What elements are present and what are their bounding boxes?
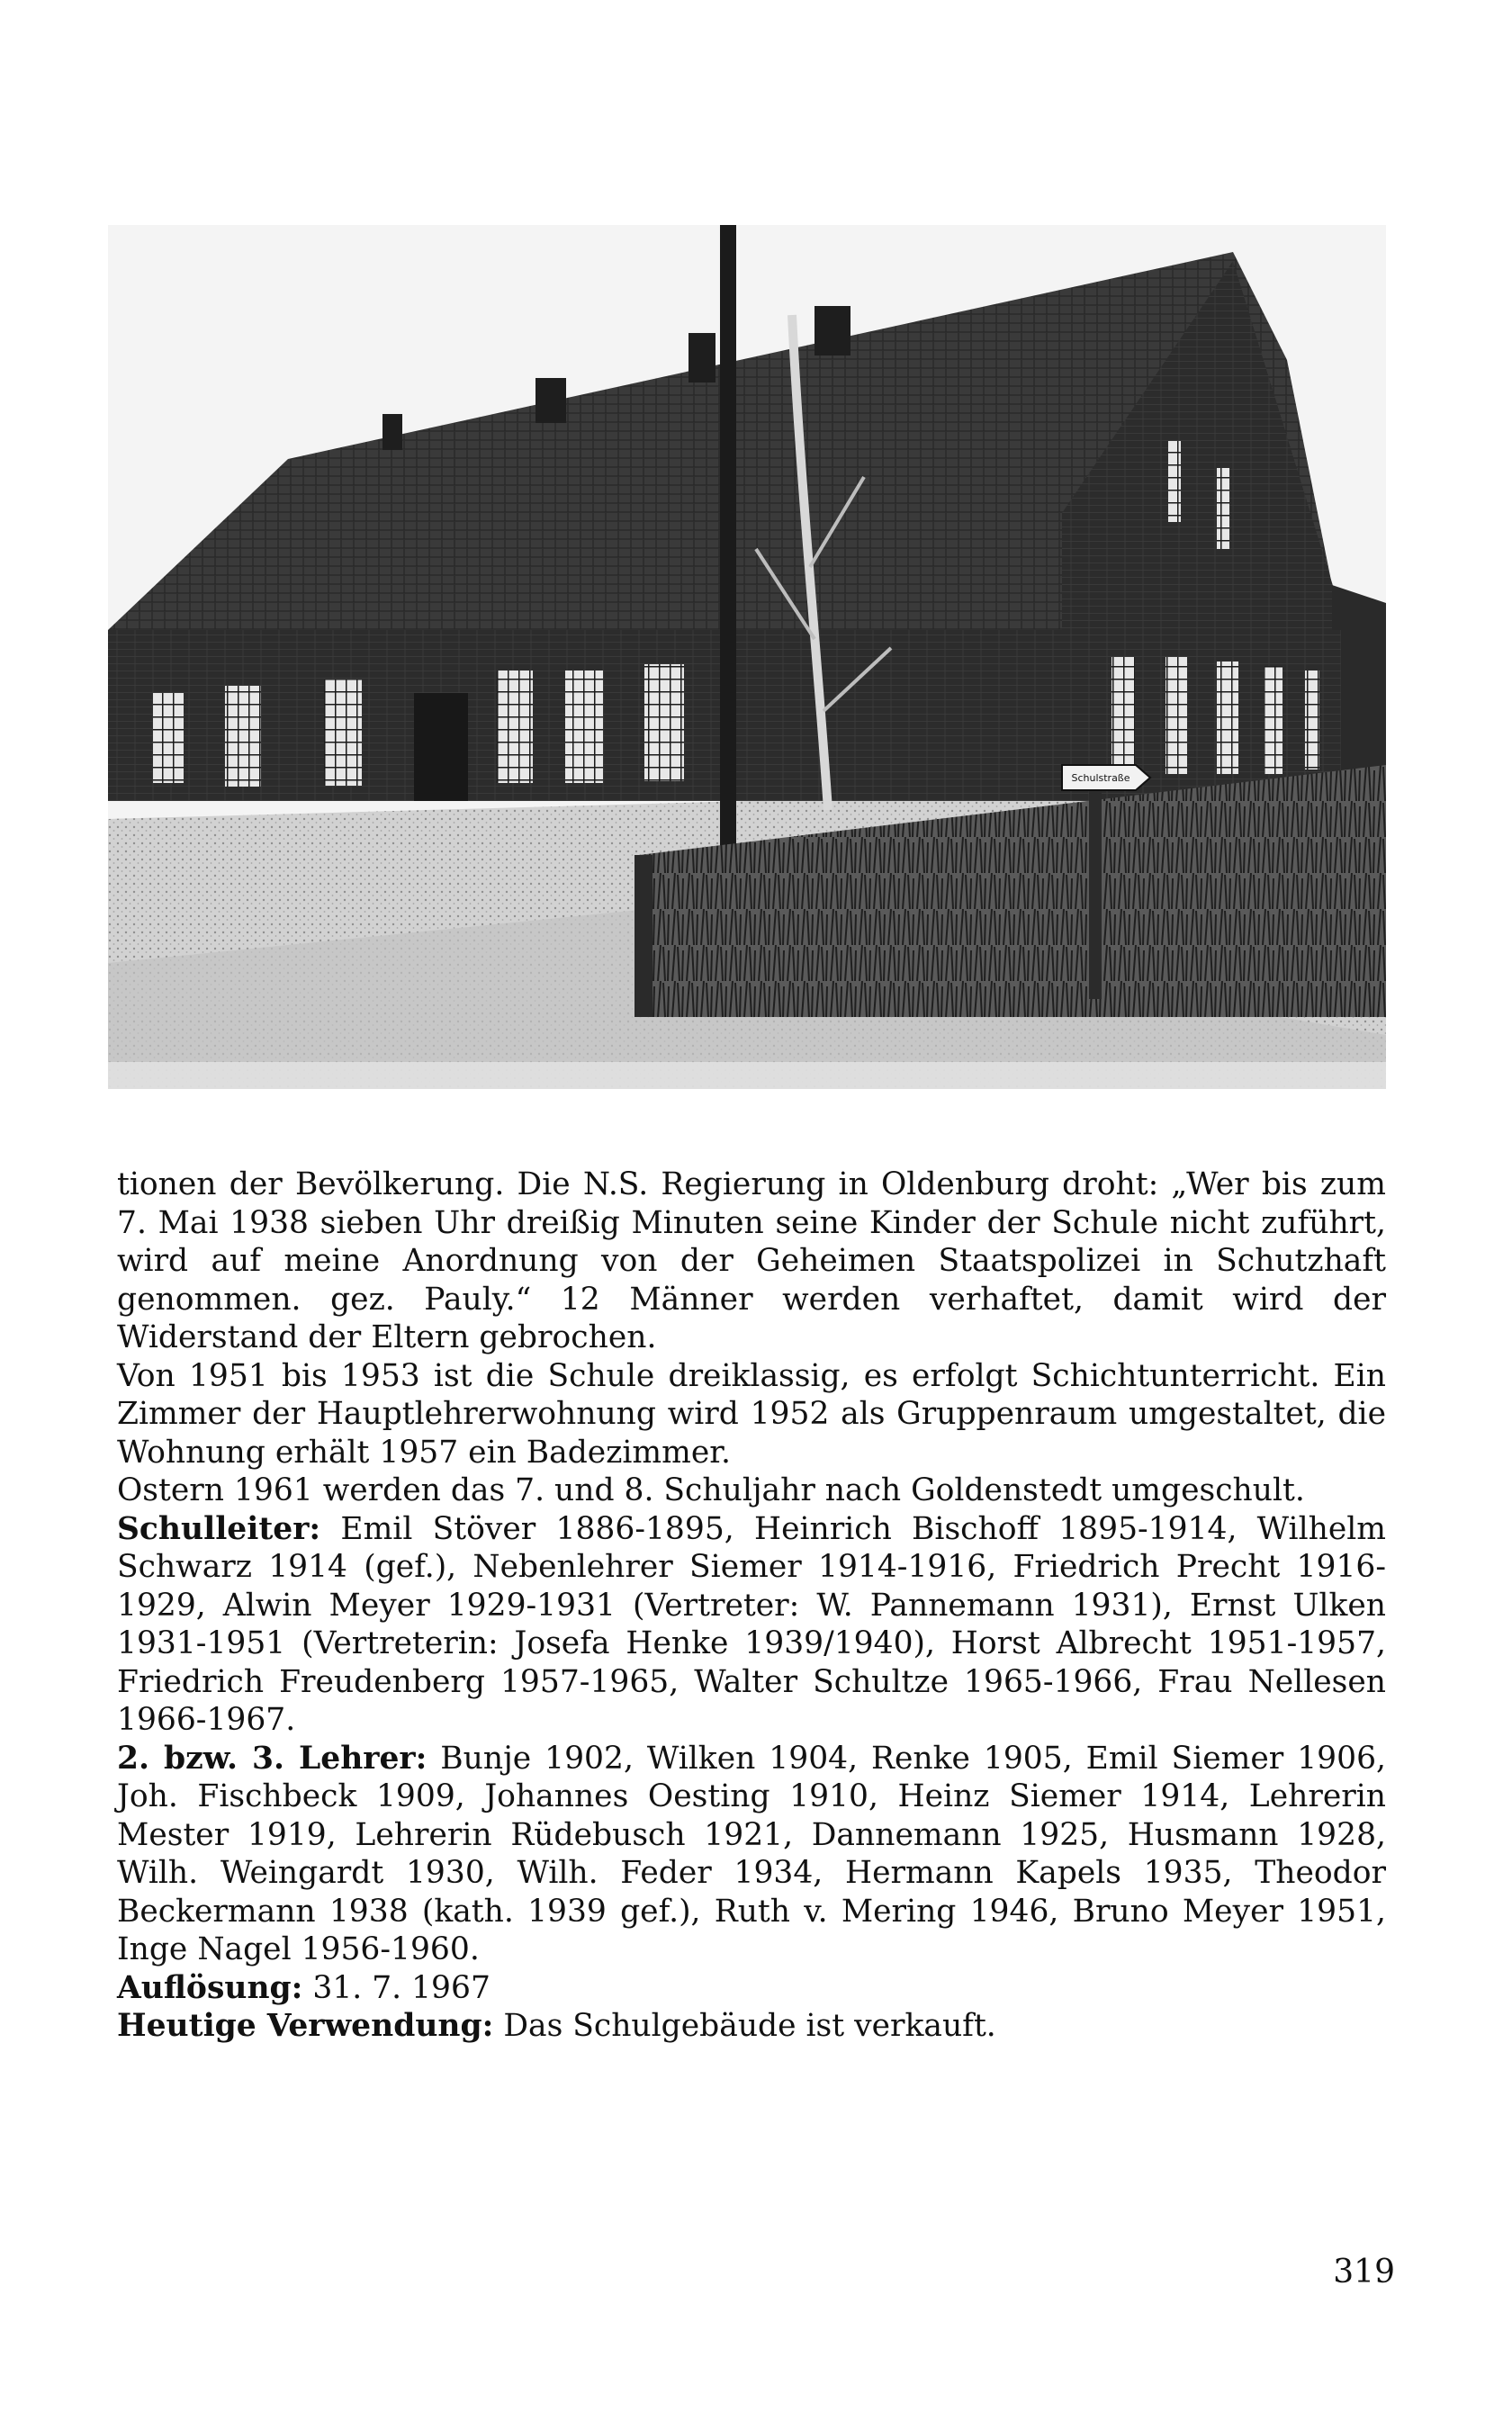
- street-sign: [1062, 765, 1150, 790]
- paragraph-text: Das Schulgebäude ist verkauft.: [493, 2008, 996, 2044]
- school-building-photo: [108, 225, 1386, 1089]
- paragraph-lead: 2. bzw. 3. Lehrer:: [117, 1740, 428, 1777]
- paragraph: [117, 1969, 1386, 2008]
- paragraph-text: Bunje 1902, Wilken 1904, Renke 1905, Emil Siemer 1906, Joh. Fischbeck 1909, Johannes Oesting 1910, Heinz Siemer 1914, Lehrerin Mester 1919, Lehrerin Rüdebusch 1921, Dannemann 1925, Husmann 1928, Wilh. Weingardt 1930, Wilh. Feder 1934, Hermann Kapels 1935, Theodor Beckermann 1938 (kath. 1939 gef.), Ruth v. Mering 1946, Bruno Meyer 1951, Inge Nagel 1956-1960.: [117, 1740, 1386, 1967]
- paragraph-lead: Auflösung:: [117, 1969, 303, 2006]
- street-sign-label: Schulstraße: [1071, 772, 1130, 784]
- page-number: 319: [1333, 2254, 1395, 2290]
- paragraph: [117, 1357, 1386, 1472]
- paragraph: [117, 1510, 1386, 1740]
- paragraph-text: Ostern 1961 werden das 7. und 8. Schuljahr nach Goldenstedt umgeschult.: [117, 1472, 1305, 1508]
- paragraph-text: tionen der Bevölkerung. Die N.S. Regierung in Oldenburg droht: „Wer bis zum 7. Mai 1938 sieben Uhr dreißig Minuten seine Kinder der Schule nicht zuführt, wird auf meine Anordnung von der Geheimen Staatspolizei in Schutzhaft genommen. gez. Pauly.“ 12 Männer werden verhaftet, damit wird der Widerstand der Eltern gebrochen.: [117, 1166, 1386, 1355]
- paragraph: [117, 2007, 1386, 2046]
- paragraph: [117, 1740, 1386, 1969]
- body-text: [117, 1166, 1386, 2046]
- paragraph-lead: Schulleiter:: [117, 1510, 321, 1547]
- paragraph-text: 31. 7. 1967: [302, 1969, 490, 2006]
- paragraph: [117, 1472, 1386, 1510]
- paragraph-text: Von 1951 bis 1953 ist die Schule dreiklassig, es erfolgt Schichtunterricht. Ein Zimmer der Hauptlehrerwohnung wird 1952 als Gruppenraum umgestaltet, die Wohnung erhält 1957 ein Badezimmer.: [117, 1357, 1386, 1471]
- paragraph: [117, 1166, 1386, 1357]
- paragraph-lead: Heutige Verwendung:: [117, 2008, 494, 2044]
- paragraph-text: Emil Stöver 1886-1895, Heinrich Bischoff 1895-1914, Wilhelm Schwarz 1914 (gef.), Nebenlehrer Siemer 1914-1916, Friedrich Precht 1916-1929, Alwin Meyer 1929-1931 (Vertreter: W. Pannemann 1931), Ernst Ulken 1931-1951 (Vertreterin: Josefa Henke 1939/1940), Horst Albrecht 1951-1957, Friedrich Freudenberg 1957-1965, Walter Schultze 1965-1966, Frau Nellesen 1966-1967.: [117, 1510, 1386, 1738]
